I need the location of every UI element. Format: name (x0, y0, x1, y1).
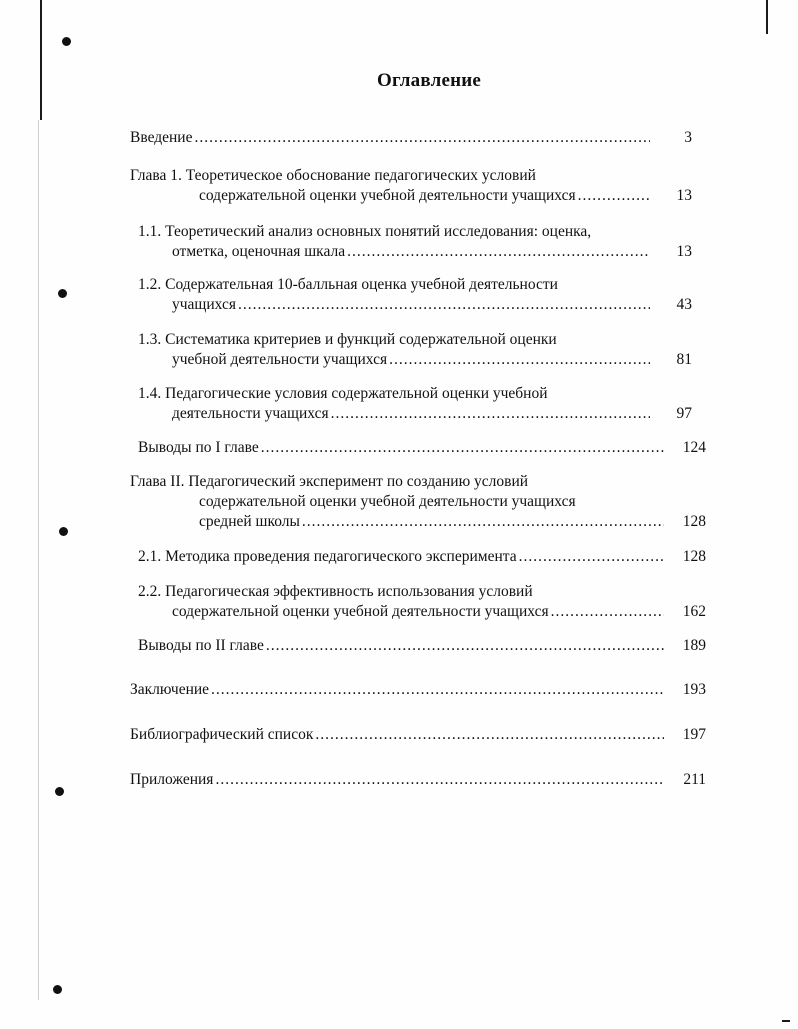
toc-entry-label: Библиографический список (130, 726, 314, 743)
punch-hole (59, 527, 68, 536)
toc-page-number: 189 (682, 637, 706, 654)
punch-hole (62, 37, 71, 46)
toc-entry-1-1 (172, 242, 692, 262)
toc-entry-label: учащихся (172, 296, 236, 313)
leader-dots (211, 680, 664, 700)
toc-entry-bibliography (130, 725, 706, 745)
toc-entry-1-4-line1: 1.4. Педагогические условия содержательной оценки учебной (138, 385, 548, 402)
leader-dots (389, 350, 650, 370)
toc-entry-chapter-2-line1: Глава II. Педагогический эксперимент по созданию условий (130, 473, 529, 490)
toc-entry-label: 2.1. Методика проведения педагогического эксперимента (138, 548, 517, 565)
toc-page-number: 13 (676, 187, 692, 204)
scan-edge-left (40, 0, 42, 120)
toc-entry-label: содержательной оценки учебной деятельности учащихся (199, 187, 576, 204)
toc-page-number: 124 (682, 439, 706, 456)
toc-entry-1-2 (172, 295, 692, 315)
scan-edge-bottom-right (782, 1020, 790, 1022)
toc-entry-label: отметка, оценочная шкала (172, 243, 346, 260)
toc-page-number: 13 (676, 243, 692, 260)
leader-dots (578, 186, 650, 206)
leader-dots (238, 295, 650, 315)
toc-entry-chapter-2-line2: содержательной оценки учебной деятельности учащихся (199, 493, 576, 510)
toc-entry-label: Выводы по I главе (138, 439, 259, 456)
toc-entry-appendices (130, 770, 706, 790)
toc-entry-2-2 (172, 602, 706, 622)
leader-dots (331, 404, 650, 424)
toc-page-number: 193 (682, 681, 706, 698)
toc-entry-label: содержательной оценки учебной деятельности учащихся (172, 603, 549, 620)
leader-dots (551, 602, 664, 622)
toc-entry-conclusion (130, 680, 706, 700)
toc-entry-conclusions-2 (138, 636, 706, 656)
punch-hole (53, 985, 62, 994)
toc-entry-intro (130, 128, 692, 148)
toc-entry-label: Введение (130, 129, 193, 146)
toc-entry-1-3 (172, 350, 692, 370)
toc-page-number: 162 (682, 603, 706, 620)
toc-page-number: 3 (684, 129, 692, 146)
toc-page-number: 197 (682, 726, 706, 743)
scan-edge-right (766, 0, 768, 34)
leader-dots (315, 725, 664, 745)
punch-hole (58, 289, 67, 298)
toc-entry-2-1 (138, 547, 706, 567)
scan-edge-left-faint (38, 120, 39, 1000)
toc-entry-1-3-line1: 1.3. Систематика критериев и функций содержательной оценки (138, 331, 557, 348)
punch-hole (55, 787, 64, 796)
leader-dots (215, 770, 664, 790)
toc-entry-chapter-1 (199, 186, 692, 206)
leader-dots (261, 438, 664, 458)
toc-entry-label: средней школы (199, 513, 300, 530)
toc-entry-label: Заключение (130, 681, 210, 698)
toc-entry-label: Приложения (130, 771, 214, 788)
toc-entry-2-2-line1: 2.2. Педагогическая эффективность использования условий (138, 583, 533, 600)
leader-dots (266, 636, 664, 656)
toc-page-number: 97 (676, 405, 692, 422)
leader-dots (347, 242, 650, 262)
toc-page-number: 128 (682, 513, 706, 530)
toc-entry-label: деятельности учащихся (172, 405, 329, 422)
toc-page-number: 128 (682, 548, 706, 565)
page-title: Оглавление (376, 70, 482, 91)
toc-entry-1-4 (172, 404, 692, 424)
toc-page-number: 43 (676, 296, 692, 313)
leader-dots (302, 512, 664, 532)
toc-entry-1-2-line1: 1.2. Содержательная 10-балльная оценка учебной деятельности (138, 276, 558, 293)
toc-page-number: 81 (676, 351, 692, 368)
toc-page-number: 211 (683, 771, 706, 788)
toc-entry-label: учебной деятельности учащихся (172, 351, 388, 368)
toc-entry-chapter-1-line1: Глава 1. Теоретическое обоснование педагогических условий (130, 167, 536, 184)
leader-dots (194, 128, 650, 148)
toc-entry-chapter-2 (199, 512, 706, 532)
toc-entry-label: Выводы по II главе (138, 637, 264, 654)
leader-dots (519, 547, 664, 567)
toc-entry-1-1-line1: 1.1. Теоретический анализ основных понятий исследования: оценка, (138, 223, 592, 240)
toc-entry-conclusions-1 (138, 438, 706, 458)
